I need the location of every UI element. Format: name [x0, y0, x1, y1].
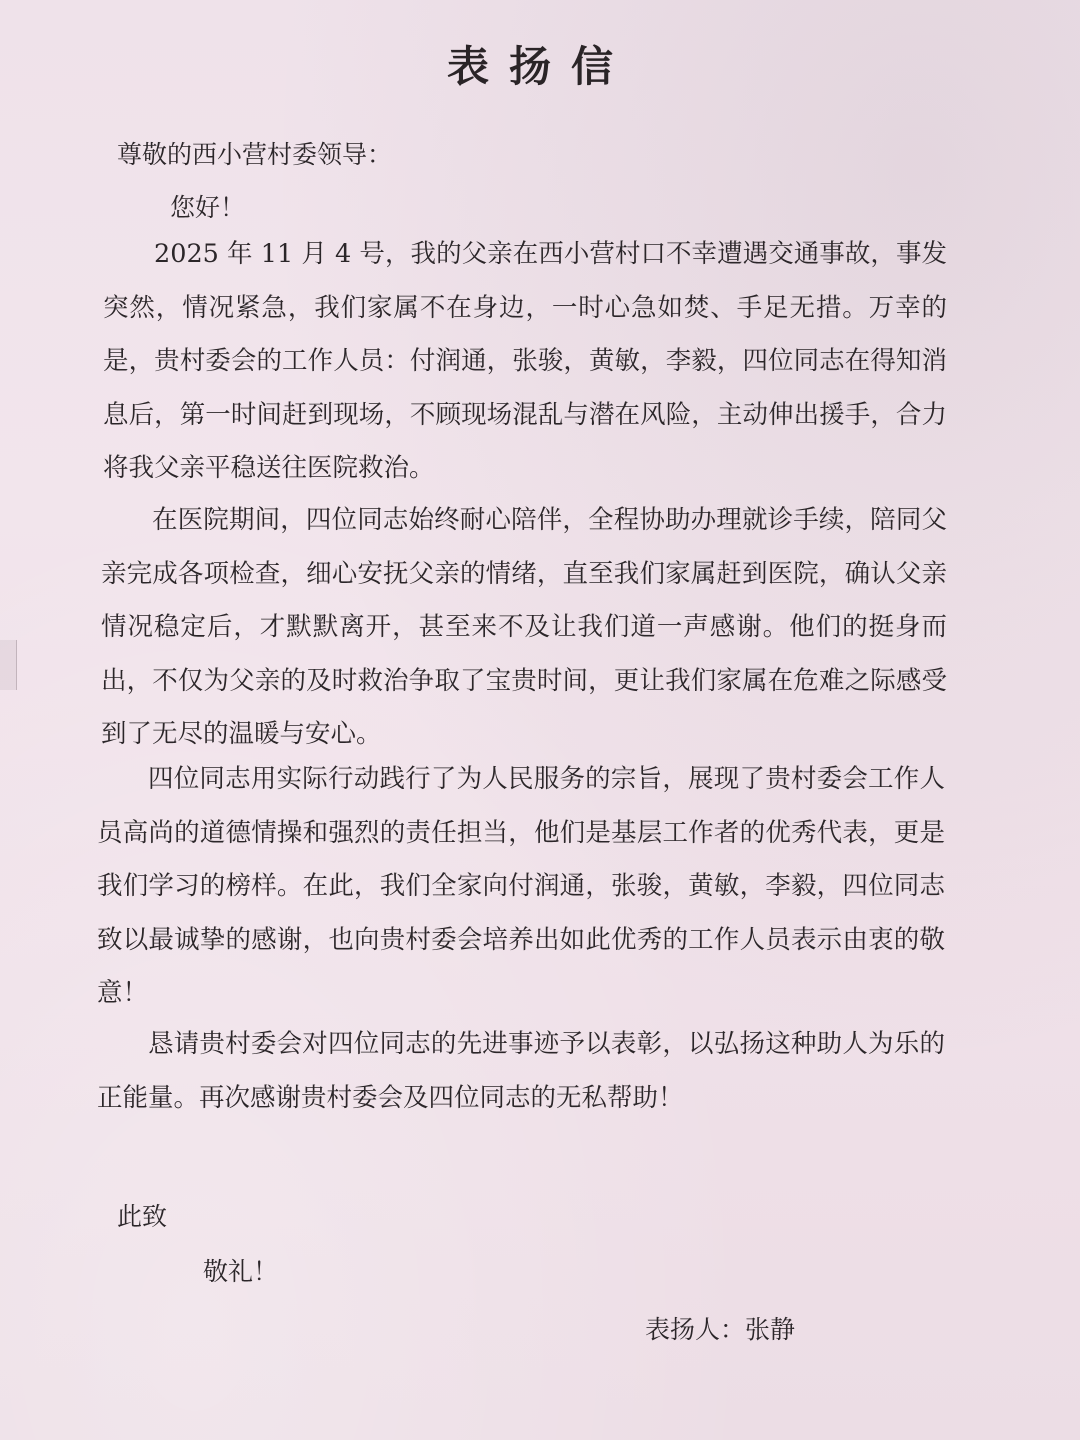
letter-title: 表扬信 [446, 42, 633, 91]
letter-paragraph-1: 2025 年 11 月 4 号，我的父亲在西小营村口不幸遭遇交通事故，事发突然，情况紧急，我们家属不在身边，一时心急如焚、手足无措。万幸的是，贵村委会的工作人员：付润通，张骏，黄敏，李毅，四位同志在得知消息后，第一时间赶到现场，不顾现场混乱与潜在风险，主动伸出援手，合力将我父亲平稳送往医院救治。 [103, 239, 947, 483]
letter-signer: 表扬人：张静 [645, 1315, 796, 1344]
letter-paragraph-3: 四位同志用实际行动践行了为人民服务的宗旨，展现了贵村委会工作人员高尚的道德情操和强烈的责任担当，他们是基层工作者的优秀代表，更是我们学习的榜样。在此，我们全家向付润通，张骏，黄敏，李毅，四位同志致以最诚挚的感谢，也向贵村委会培养出如此优秀的工作人员表示由衷的敬意！ [97, 764, 945, 1008]
letter-closing-line-1: 此致 [117, 1202, 168, 1231]
letter-paragraph-2: 在医院期间，四位同志始终耐心陪伴，全程协助办理就诊手续，陪同父亲完成各项检查，细心安抚父亲的情绪，直至我们家属赶到医院，确认父亲情况稳定后，才默默离开，甚至来不及让我们道一声感谢。他们的挺身而出，不仅为父亲的及时救治争取了宝贵时间，更让我们家属在危难之际感受到了无尽的温暖与安心。 [101, 505, 947, 749]
paper-fold-mark [0, 640, 17, 690]
letter-closing-line-2: 敬礼！ [203, 1257, 279, 1286]
letter-paragraph-4: 恳请贵村委会对四位同志的先进事迹予以表彰，以弘扬这种助人为乐的正能量。再次感谢贵村委会及四位同志的无私帮助！ [97, 1029, 945, 1113]
letter-greeting: 您好！ [170, 193, 246, 222]
letter-salutation: 尊敬的西小营村委领导： [117, 140, 393, 169]
